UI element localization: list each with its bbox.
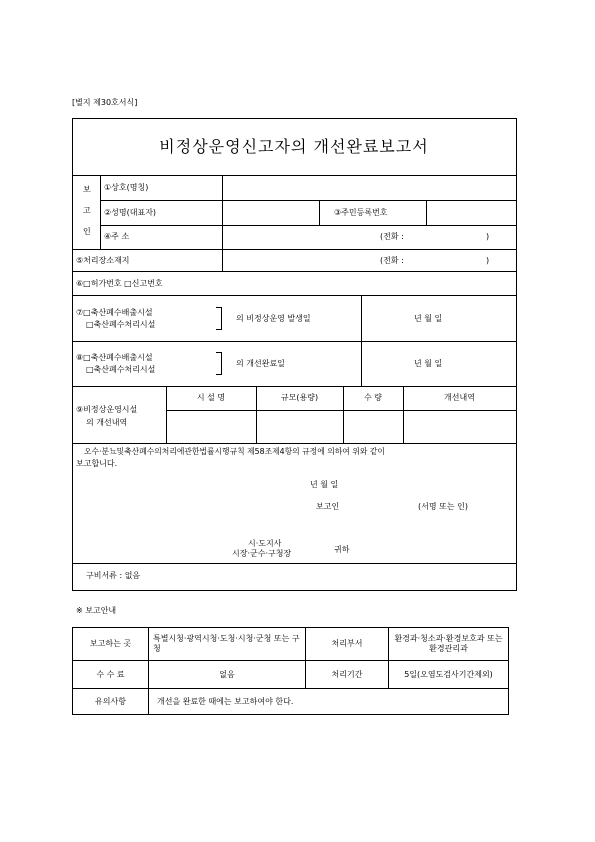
site-phone-close: ) (486, 256, 490, 265)
guide-office-value: 특별시청·광역시청·도청·시청·군청 또는 구청 (149, 628, 306, 661)
guide-period-label: 처리기간 (306, 661, 389, 689)
guide-row-office (73, 628, 509, 661)
guide-notes-label: 유의사항 (73, 689, 149, 715)
resident-number-field[interactable] (427, 201, 515, 224)
guide-fee-label: 수 수 료 (73, 661, 149, 689)
guide-title: ※ 보고안내 (76, 606, 117, 615)
capacity-header: 규모(용량) (280, 393, 319, 402)
row8-description: 의 개선완료일 (236, 359, 285, 368)
row9-label-sub: 의 개선내역 (86, 418, 128, 427)
address-field[interactable] (223, 226, 515, 248)
guide-period-value: 5일(오염도검사기간제외) (389, 661, 509, 689)
resident-number-label: ③주민등록번호 (334, 208, 388, 217)
reporter-side-label-1: 보 (83, 185, 91, 194)
facility-name-field[interactable] (167, 411, 255, 442)
reporter-label: 보고인 (316, 502, 340, 511)
quantity-field[interactable] (344, 411, 402, 442)
address-label: ④주 소 (104, 232, 130, 241)
guide-notes-value: 개선을 완료한 때에는 보고하여야 한다. (149, 689, 509, 715)
report-date: 년 월 일 (310, 480, 339, 489)
permit-number-label[interactable]: ⑥□허가번호 □신고번호 (76, 279, 163, 288)
statement-line-2: 보고합니다. (76, 459, 118, 468)
row8-bracket (216, 352, 222, 375)
improvement-header: 개선내역 (444, 393, 475, 402)
capacity-field[interactable] (257, 411, 342, 442)
guide-row-fee (73, 661, 509, 689)
trade-name-field[interactable] (223, 176, 515, 199)
reporter-side-label-2: 고 (83, 206, 91, 215)
site-location-label: ⑤처리장소재지 (76, 256, 130, 265)
trade-name-label: ①상호(명칭) (104, 183, 149, 192)
guide-department-value: 환경과·청소과·환경보호과 또는 환경관리과 (389, 628, 509, 661)
reporter-side-label-3: 인 (83, 227, 91, 236)
honorific: 귀하 (334, 545, 350, 554)
address-phone-label: (전화 : (380, 232, 404, 241)
guide-row-notes (73, 689, 509, 715)
statement-line-1: 오수·분뇨및축산폐수의처리에관한법률시행규칙 제58조제4항의 규정에 의하여 위와 같이 (84, 447, 385, 456)
guide-table (72, 627, 509, 715)
recipient-mayor: 시장·군수·구청장 (232, 549, 292, 558)
improvement-field[interactable] (404, 411, 515, 442)
row7-date: 년 월 일 (414, 314, 443, 323)
row9-label: ⑨비정상운영시설 (76, 405, 138, 414)
signature-label[interactable]: (서명 또는 인) (418, 502, 468, 511)
guide-office-label: 보고하는 곳 (73, 628, 149, 661)
row8-discharge-option[interactable]: ⑧□축산폐수배출시설 (76, 353, 153, 362)
form-title: 비정상운영신고자의 개선완료보고서 (159, 137, 429, 156)
quantity-header: 수 량 (364, 393, 382, 402)
guide-department-label: 처리부서 (306, 628, 389, 661)
row7-discharge-option[interactable]: ⑦□축산폐수배출시설 (76, 308, 153, 317)
row8-treatment-option[interactable]: □축산폐수처리시설 (86, 365, 156, 374)
form-reference: [별지 제30호서식] (72, 98, 138, 107)
row7-treatment-option[interactable]: □축산폐수처리시설 (86, 320, 156, 329)
representative-label: ②성명(대표자) (104, 208, 157, 217)
representative-field[interactable] (223, 201, 318, 224)
facility-name-header: 시 설 명 (196, 393, 226, 402)
guide-fee-value: 없음 (149, 661, 306, 689)
site-phone-label: (전화 : (380, 256, 404, 265)
recipient-governor: 시·도지사 (248, 539, 282, 548)
site-location-field[interactable] (223, 250, 515, 270)
row7-bracket (216, 307, 222, 330)
row7-description: 의 비정상운영 발생일 (236, 314, 311, 323)
address-phone-close: ) (486, 232, 490, 241)
attachments-note: 구비서류 : 없음 (86, 571, 141, 580)
row8-date: 년 월 일 (414, 359, 443, 368)
